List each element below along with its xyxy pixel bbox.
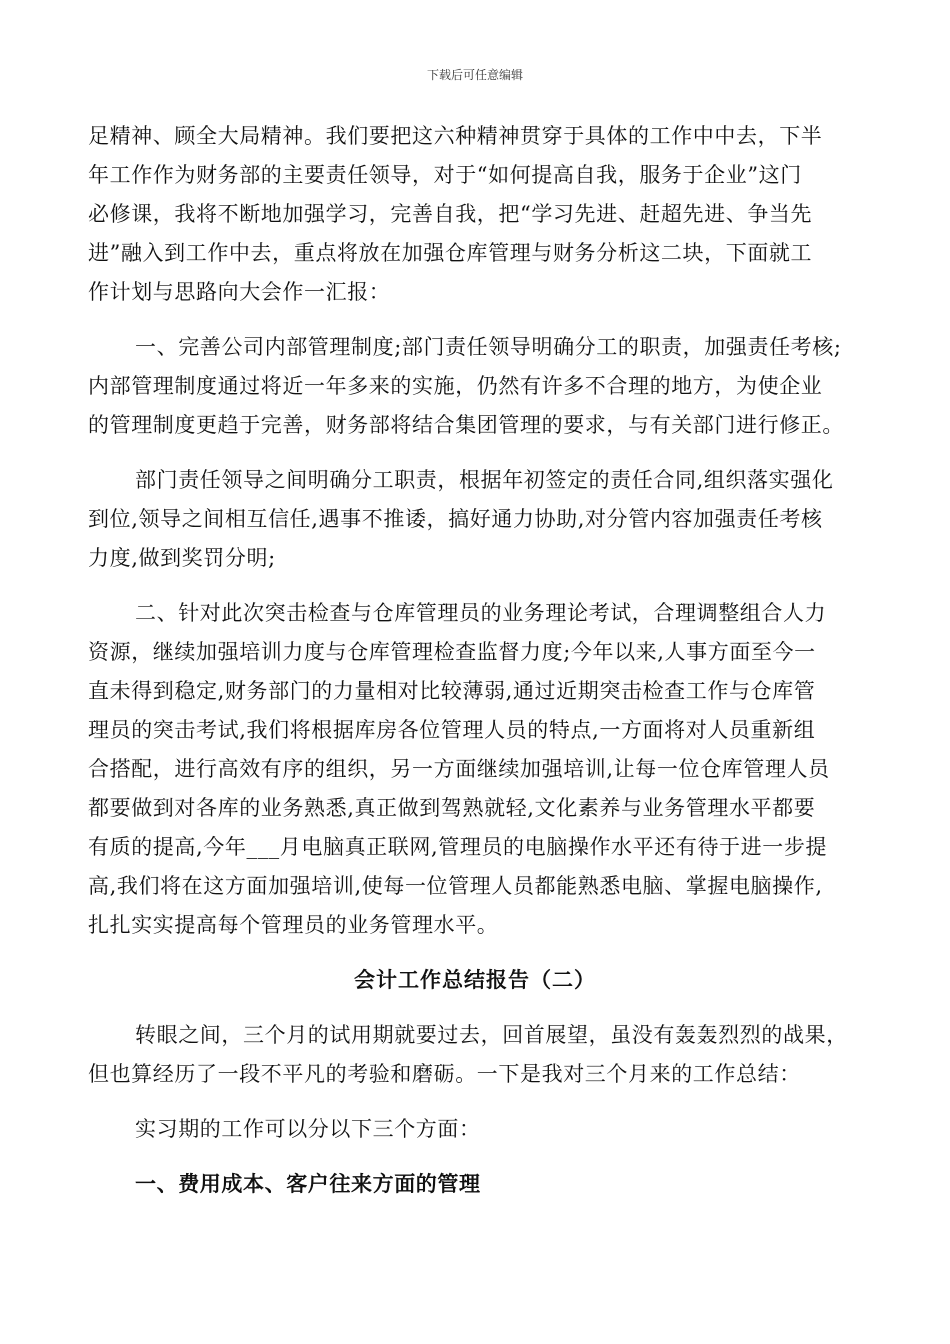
paragraph-line: 的管理制度更趋于完善，财务部将结合集团管理的要求，与有关部门进行修正。 xyxy=(88,413,844,437)
paragraph-line: 年工作作为财务部的主要责任领导，对于“如何提高自我，服务于企业”这门 xyxy=(88,163,802,187)
page-header: 下载后可任意编辑 xyxy=(426,68,523,82)
paragraph-line: 高,我们将在这方面加强培训,使每一位管理人员都能熟悉电脑、掌握电脑操作, xyxy=(88,874,823,898)
paragraph-line: 力度,做到奖罚分明; xyxy=(88,546,276,570)
paragraph-line: 部门责任领导之间明确分工职责，根据年初签定的责任合同,组织落实强化 xyxy=(135,468,834,492)
paragraph-line: 都要做到对各库的业务熟悉,真正做到驾熟就轻,文化素养与业务管理水平都要 xyxy=(88,796,816,820)
paragraph-line: 有质的提高,今年___月电脑真正联网,管理员的电脑操作水平还有待于进一步提 xyxy=(88,835,828,859)
paragraph-line: 直未得到稳定,财务部门的力量相对比较薄弱,通过近期突击检查工作与仓库管 xyxy=(88,679,816,703)
paragraph-line: 但也算经历了一段不平凡的考验和磨砺。一下是我对三个月来的工作总结： xyxy=(88,1062,801,1086)
paragraph-line: 实习期的工作可以分以下三个方面： xyxy=(135,1117,481,1141)
section-title: 会计工作总结报告（二） xyxy=(354,967,596,992)
paragraph-line: 合搭配，进行高效有序的组织，另一方面继续加强培训,让每一位仓库管理人员 xyxy=(88,757,830,781)
paragraph-line: 资源，继续加强培训力度与仓库管理检查监督力度;今年以来,人事方面至今一 xyxy=(88,640,816,664)
paragraph-line: 内部管理制度通过将近一年多来的实施，仍然有许多不合理的地方，为使企业 xyxy=(88,374,823,398)
paragraph-line: 二、针对此次突击检查与仓库管理员的业务理论考试，合理调整组合人力 xyxy=(135,601,827,625)
paragraph-line: 足精神、顾全大局精神。我们要把这六种精神贯穿于具体的工作中中去，下半 xyxy=(88,124,823,148)
paragraph-line: 理员的突击考试,我们将根据库房各位管理人员的特点,一方面将对人员重新组 xyxy=(88,718,816,742)
paragraph-line: 一、完善公司内部管理制度;部门责任领导明确分工的职责，加强责任考核; xyxy=(135,335,842,359)
paragraph-line: 进”融入到工作中去，重点将放在加强仓库管理与财务分析这二块，下面就工 xyxy=(88,241,813,265)
subheading: 一、费用成本、客户往来方面的管理 xyxy=(135,1171,481,1196)
paragraph-line: 扎扎实实提高每个管理员的业务管理水平。 xyxy=(88,913,499,937)
paragraph-line: 必修课，我将不断地加强学习，完善自我，把“学习先进、赶超先进、争当先 xyxy=(88,202,813,226)
paragraph-line: 作计划与思路向大会作一汇报： xyxy=(88,280,391,304)
paragraph-line: 到位,领导之间相互信任,遇事不推诿，搞好通力协助,对分管内容加强责任考核 xyxy=(88,507,823,531)
paragraph-line: 转眼之间，三个月的试用期就要过去，回首展望，虽没有轰轰烈烈的战果， xyxy=(135,1023,848,1047)
